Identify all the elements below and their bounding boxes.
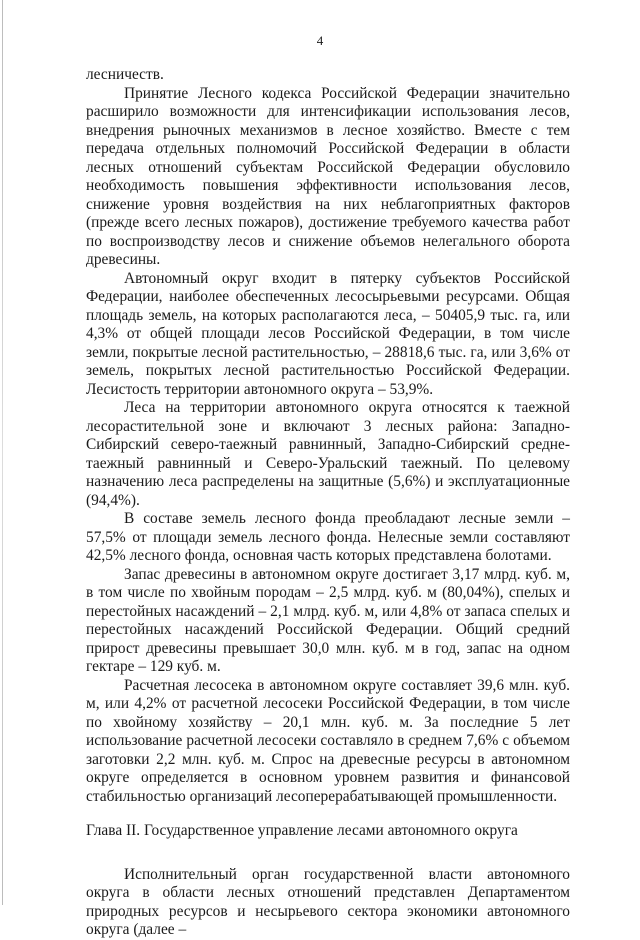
paragraph-forest-zones: Леса на территории автономного округа относятся к таежной лесорастительной зоне и включают 3 лесных района: Западно-Сибирский северо-таежный равнинный, Западно-Сибирский средне-таежный равнинный и Северо-Уральский таежный. По целевому назначению леса распределены на защитные (5,6%) и эксплуатационные (94,4%).	[86, 399, 570, 509]
paragraph-timber-stock: Запас древесины в автономном округе достигает 3,17 млрд. куб. м, в том числе по хвойным породам – 2,5 млрд. куб. м (80,04%), спелых и перестойных насаждений – 2,1 млрд. куб. м, или 4,8% от запаса спелых и перестойных насаждений Российской Федерации. Общий средний прирост древесины превышает 30,0 млн. куб. м в год, запас на одном гектаре – 129 куб. м.	[86, 565, 570, 675]
paragraph-forest-lands: В составе земель лесного фонда преобладают лесные земли – 57,5% от площади земель лесного фонда. Нелесные земли составляют 42,5% лесного фонда, основная часть которых представлена болотами.	[86, 510, 570, 564]
page-left-edge	[2, 0, 3, 905]
paragraph-forest-resources: Автономный округ входит в пятерку субъектов Российской Федерации, наиболее обеспеченных лесосырьевыми ресурсами. Общая площадь земель, на которых располагаются леса, – 50405,9 тыс. га, или 4,3% от общей площади лесов Российской Федерации, в том числе земли, покрытые лесной растительностью, – 28818,6 тыс. га, или 3,6% от земель, покрытых лесной растительностью Российской Федерации. Лесистость территории автономного округа – 53,9%.	[86, 269, 570, 398]
paragraph-allowable-cut: Расчетная лесосека в автономном округе составляет 39,6 млн. куб. м, или 4,2% от расчетной лесосеки Российской Федерации, в том числе по хвойному хозяйству – 20,1 млн. куб. м. За последние 5 лет использование расчетной лесосеки составляло в среднем 7,6% с объемом заготовки 2,2 млн. куб. м. Спрос на древесные ресурсы в автономном округе определяется в основном уровнем развития и финансовой стабильностью организаций лесоперерабатывающей промышленности.	[86, 676, 570, 805]
chapter-heading: Глава II. Государственное управление лесами автономного округа	[86, 822, 518, 839]
paragraph-executive-body: Исполнительный орган государственной власти автономного округа в области лесных отношений представлен Департаментом природных ресурсов и несырьевого сектора экономики автономного округа (далее –	[86, 865, 570, 938]
page-number: 4	[316, 33, 324, 48]
document-body	[86, 66, 570, 940]
paragraph-continuation: лесничеств.	[86, 66, 164, 83]
paragraph-forest-code: Принятие Лесного кодекса Российской Федерации значительно расширило возможности для интенсификации использования лесов, внедрения рыночных механизмов в лесное хозяйство. Вместе с тем передача отдельных полномочий Российской Федерации в области лесных отношений субъектам Российской Федерации обусловило необходимость повышения эффективности использования лесов, снижение уровня воздействия на них неблагоприятных факторов (прежде всего лесных пожаров), достижение требуемого качества работ по воспроизводству лесов и снижение объемов нелегального оборота древесины.	[86, 84, 570, 268]
